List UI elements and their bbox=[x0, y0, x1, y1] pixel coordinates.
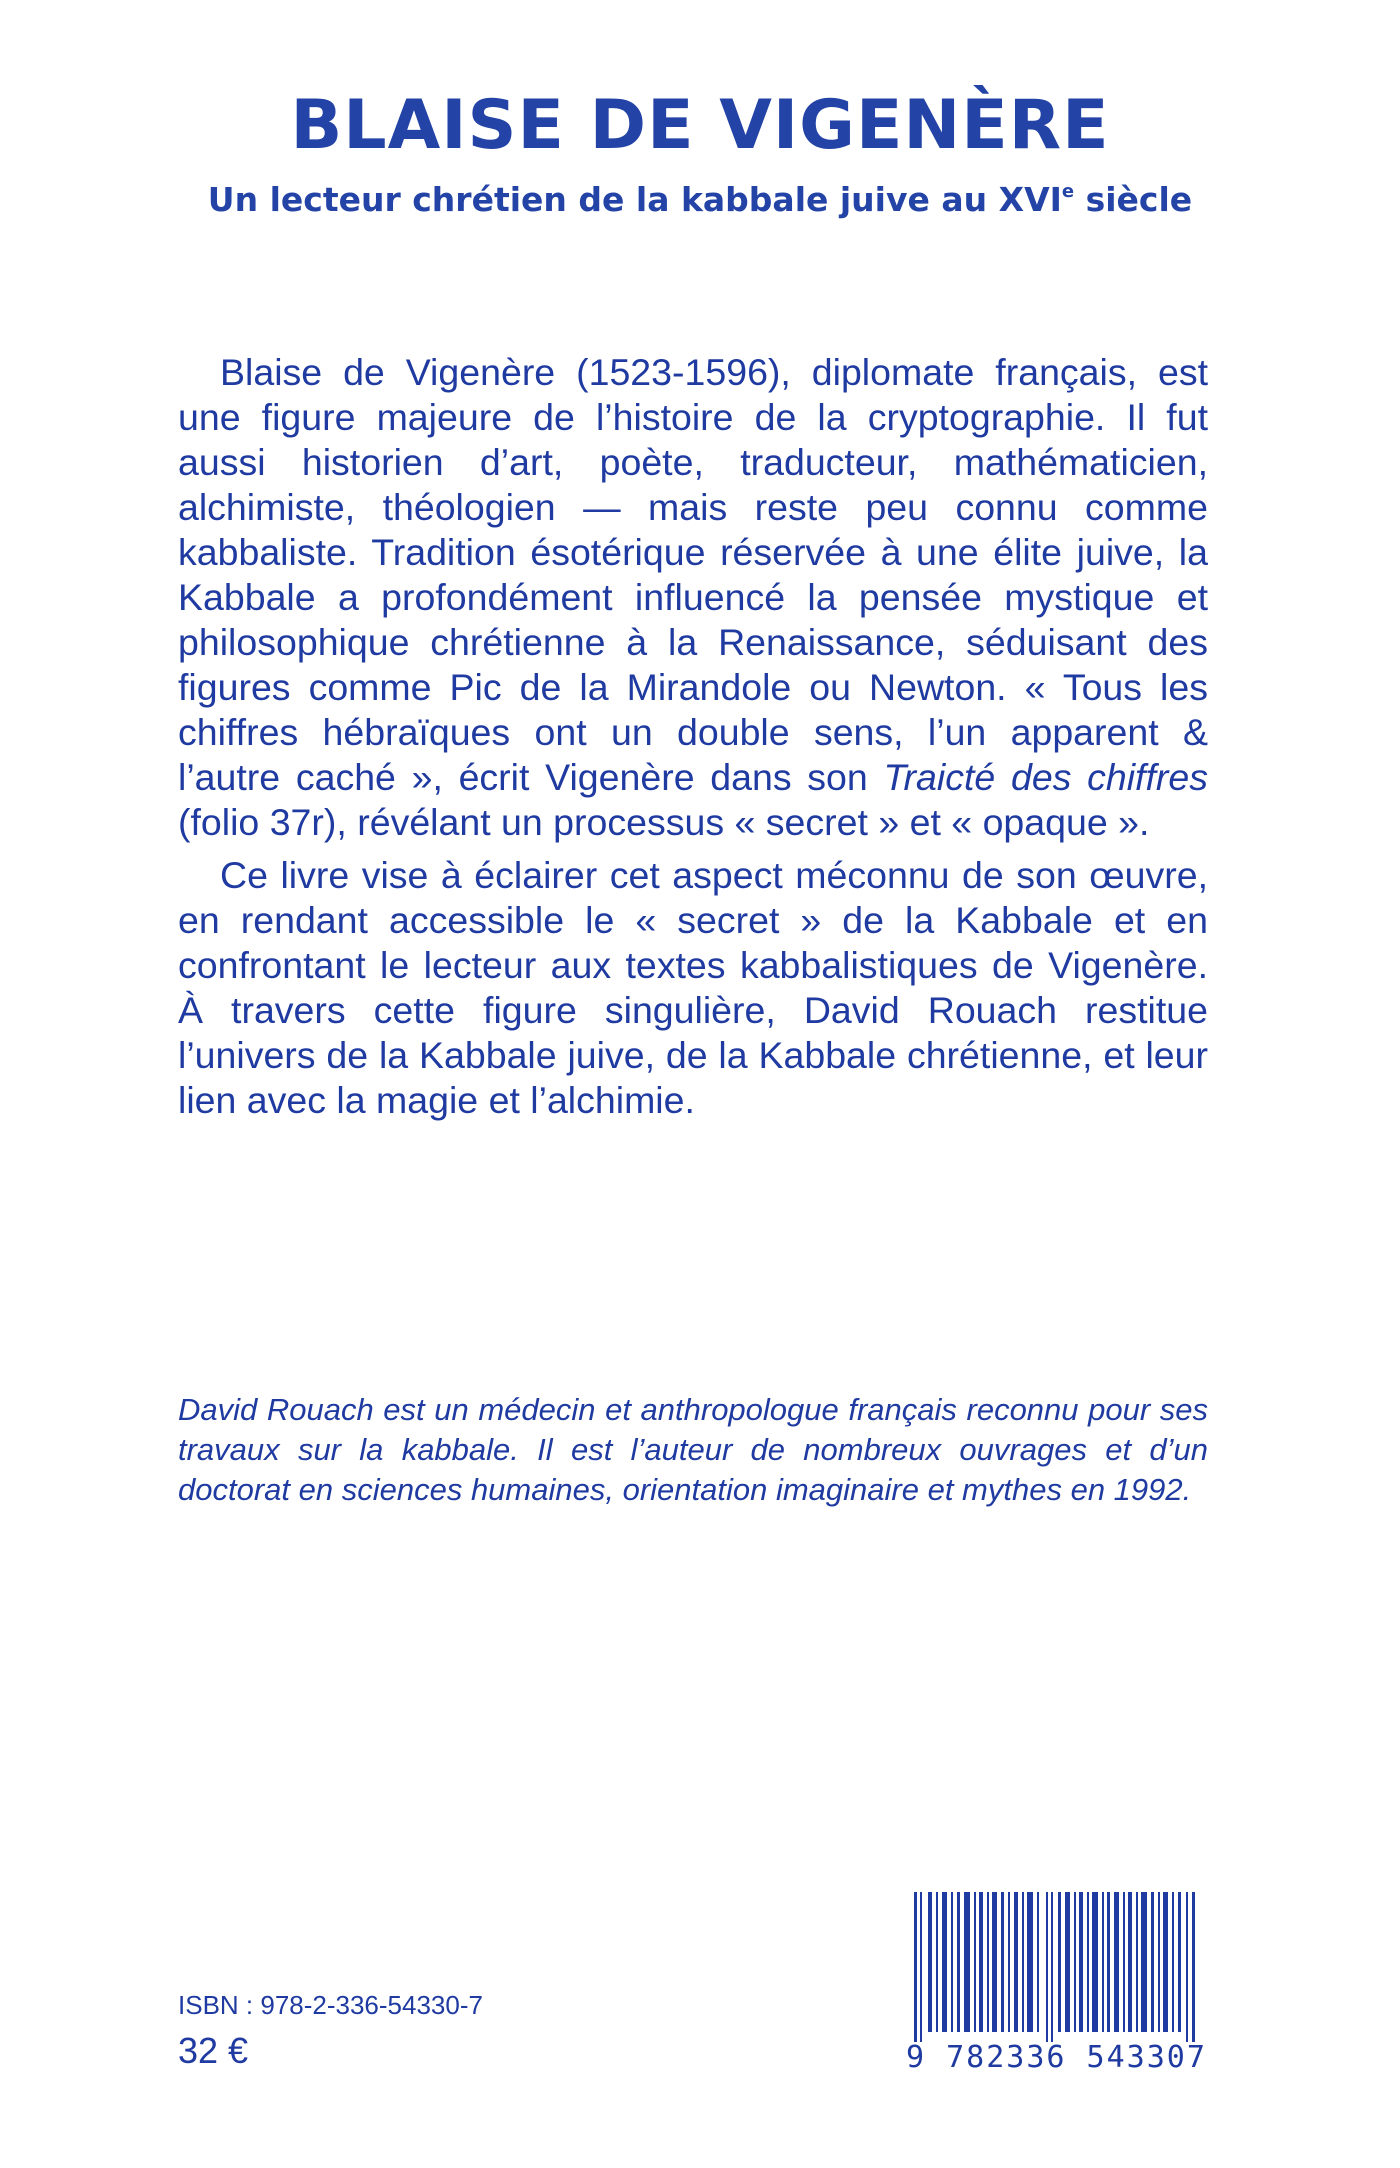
subtitle-superscript: e bbox=[1061, 181, 1075, 202]
book-subtitle bbox=[0, 180, 1400, 220]
book-title: BLAISE DE VIGENÈRE bbox=[290, 86, 1110, 165]
barcode-digits: 9 782336 543307 bbox=[906, 2040, 1207, 2075]
paragraph-1-text-b: (folio 37r), révélant un processus « secret » et « opaque ». bbox=[178, 801, 1150, 843]
subtitle-main: Un lecteur chrétien de la kabbale juive au XVI bbox=[207, 180, 1062, 219]
barcode bbox=[906, 1892, 1206, 2082]
description-paragraph-2: Ce livre vise à éclairer cet aspect méconnu de son œuvre, en rendant accessible le « secret » de la Kabbale et en confrontant le lecteur aux textes kabbalistiques de Vigenère. À travers cette figure singulière, David Rouach restitue l’univers de la Kabbale juive, de la Kabbale chrétienne, et leur lien avec la magie et l’alchimie. bbox=[178, 854, 1208, 1121]
subtitle-end: siècle bbox=[1074, 180, 1193, 219]
isbn-label: ISBN : 978-2-336-54330-7 bbox=[178, 1990, 483, 2020]
author-name: David Rouach bbox=[178, 1392, 374, 1427]
price-label: 32 € bbox=[178, 2030, 249, 2071]
paragraph-1-italic-title: Traicté des chiffres bbox=[883, 756, 1208, 798]
barcode-bars-icon bbox=[906, 1892, 1206, 2042]
book-description bbox=[178, 350, 1208, 1123]
author-bio-text: est un médecin et anthropologue français reconnu pour ses travaux sur la kabbale. Il est l’auteur de nombreux ouvrages et d’un doctorat en sciences humaines, orientation imaginaire et mythes en 1992. bbox=[178, 1392, 1209, 1507]
paragraph-1-text-a: Blaise de Vigenère (1523-1596), diplomate français, est une figure majeure de l’histoire de la cryptographie. Il fut aussi historien d’art, poète, traducteur, mathématicien, alchimiste, théologien — mais reste peu connu comme kabbaliste. Tradition ésotérique réservée à une élite juive, la Kabbale a profondément influencé la pensée mystique et philosophique chrétienne à la Renaissance, séduisant des figures comme Pic de la Mirandole ou Newton. « Tous les chiffres hébraïques ont un double sens, l’un apparent & l’autre caché », écrit Vigenère dans son bbox=[178, 351, 1208, 798]
author-bio bbox=[178, 1390, 1208, 1510]
description-paragraph-1 bbox=[178, 350, 1208, 845]
